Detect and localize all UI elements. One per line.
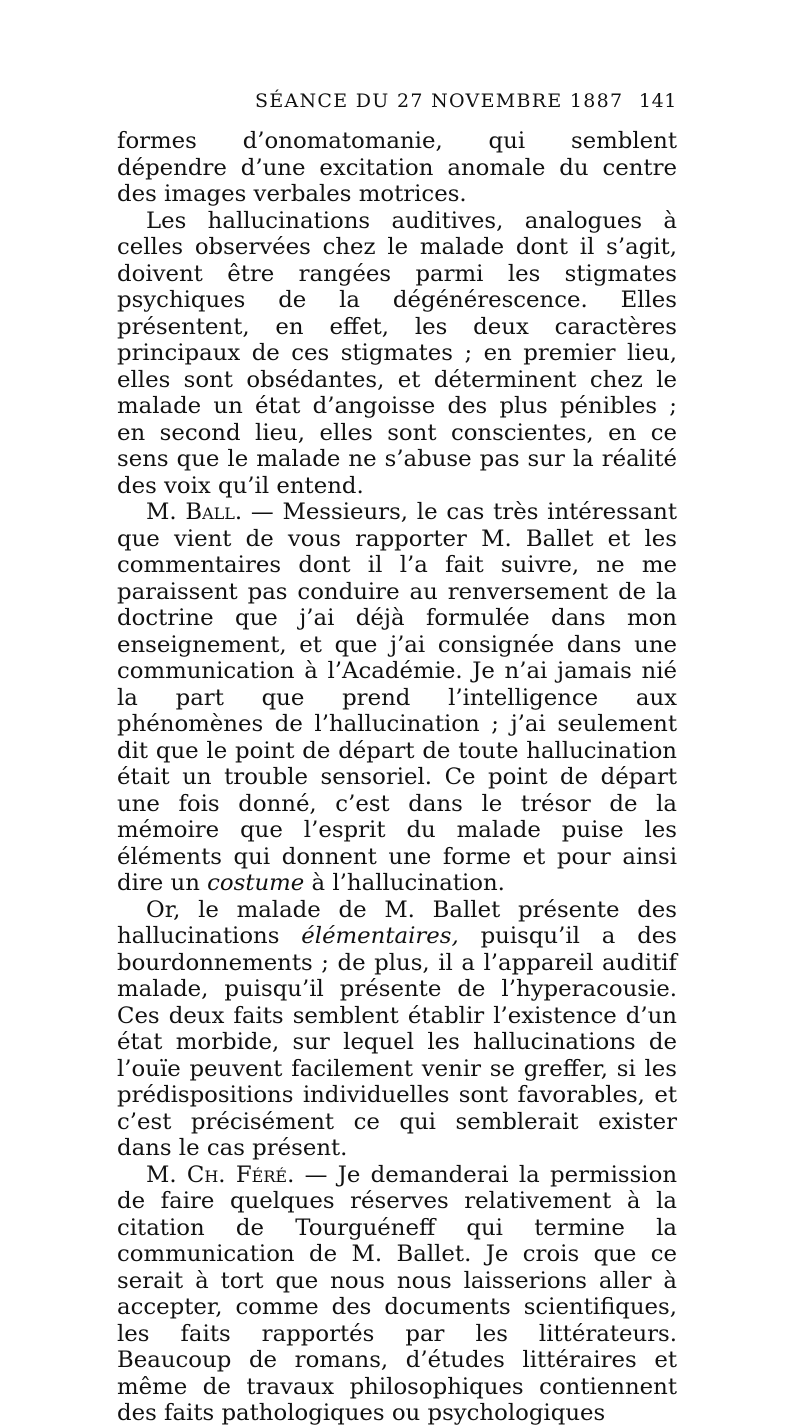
paragraph-continuation: formes d’onomatomanie, qui semblent dépendre d’une excitation anomale du centre des images verbales motrices.: [117, 128, 677, 207]
paragraph-text: à l’hallucination.: [304, 870, 505, 896]
running-head: SÉANCE DU 27 NOVEMBRE 1887: [255, 90, 624, 112]
paragraph-fere-remarks: [117, 1162, 677, 1427]
speaker-name: M. Ch. Féré.: [146, 1161, 295, 1188]
body-text: [117, 128, 677, 1427]
italic-term: élémentaires,: [301, 923, 459, 949]
italic-term: costume: [207, 870, 305, 896]
paragraph-ballet-patient: [117, 897, 677, 1162]
page-number: 141: [638, 90, 677, 112]
paragraph-hallucinations: Les hallucinations auditives, analogues à celles observées chez le malade dont il s’agit, doivent être rangées parmi les stigmates psychiques de la dégénérescence. Elles présentent, en effet, les deux caractères principaux de ces stigmates ; en premier lieu, elles sont obsédantes, et déterminent chez le malade un état d’angoisse des plus pénibles ; en second lieu, elles sont conscientes, en ce sens que le malade ne s’abuse pas sur la réalité des voix qu’il entend.: [117, 207, 677, 499]
paragraph-text: — Messieurs, le cas très intéressant que vient de vous rapporter M. Ballet et les commentaires dont il l’a fait suivre, ne me paraissent pas conduire au renversement de la doctrine que j’ai déjà formulée dans mon enseignement, et que j’ai consignée dans une communication à l’Académie. Je n’ai jamais nié la part que prend l’intelligence aux phénomènes de l’hallucination ; j’ai seulement dit que le point de départ de toute hallucination était un trouble sensoriel. Ce point de départ une fois donné, c’est dans le trésor de la mémoire que l’esprit du malade puise les éléments qui donnent une forme et pour ainsi dire un: [117, 499, 677, 896]
paragraph-text: — Je demanderai la permission de faire quelques réserves relativement à la citation de Tourguéneff qui termine la communication de M. Ballet. Je crois que ce serait à tort que nous nous laisserions aller à accepter, comme des documents scientifiques, les faits rapportés par les littérateurs. Beaucoup de romans, d’études littéraires et même de travaux philosophiques contiennent des faits pathologiques ou psychologiques: [117, 1161, 677, 1426]
paragraph-text: puisqu’il a des bourdonnements ; de plus, il a l’appareil auditif malade, puisqu’il présente de l’hyperacousie. Ces deux faits semblent établir l’existence d’un état morbide, sur lequel les hallucinations de l’ouïe peuvent facilement venir se greffer, si les prédispositions individuelles sont favorables, et c’est précisément ce qui semblerait exister dans le cas présent.: [117, 923, 677, 1161]
book-page: [117, 90, 677, 1427]
speaker-name: M. Ball.: [146, 499, 243, 525]
paragraph-text: Or, le malade de M. Ballet présente des hallucinations: [117, 896, 677, 949]
page-header: [117, 90, 677, 120]
paragraph-ball-remarks: [117, 499, 677, 897]
